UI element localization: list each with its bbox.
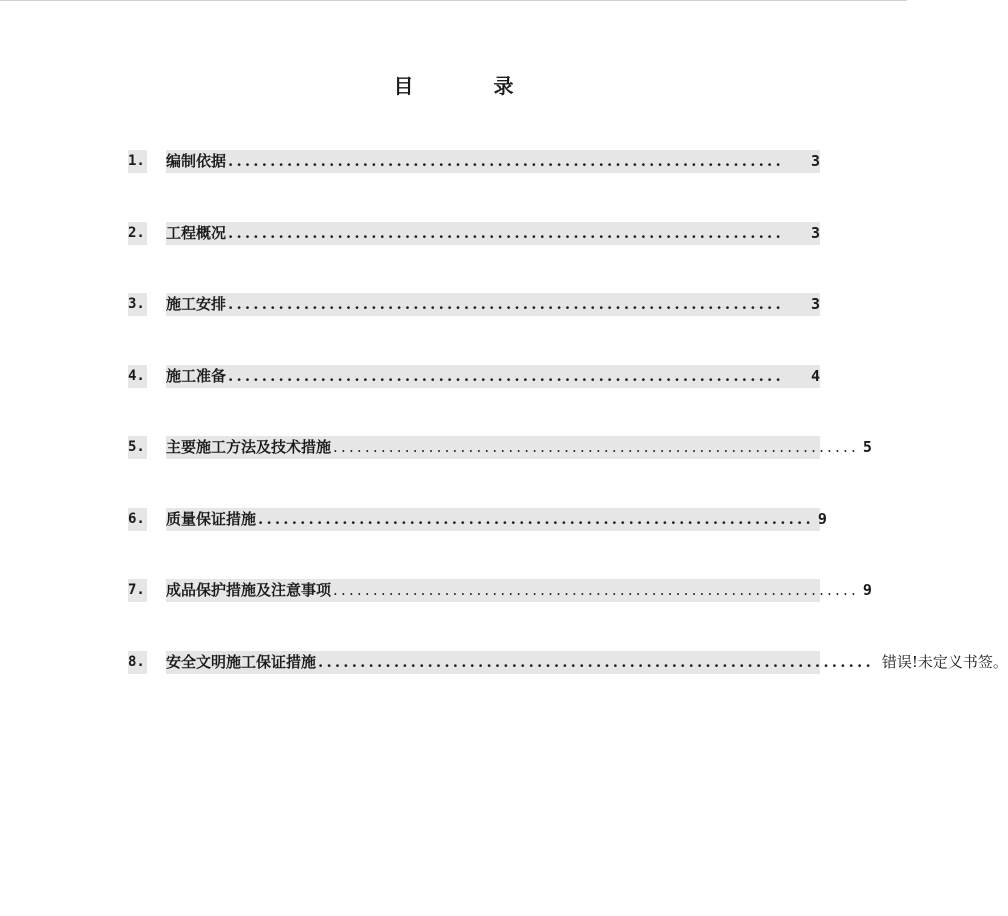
toc-entry-number-text: 3. bbox=[128, 293, 147, 316]
toc-entry-number bbox=[128, 365, 166, 388]
toc-entry-leader: .................................................................. bbox=[228, 152, 784, 170]
toc-entry-title: 成品保护措施及注意事项 bbox=[166, 581, 332, 599]
toc-entry-5[interactable] bbox=[128, 436, 872, 459]
toc-entry-number-text: 7. bbox=[128, 579, 147, 602]
toc-entry-title: 安全文明施工保证措施 bbox=[166, 653, 317, 671]
toc-entry-number bbox=[128, 436, 166, 459]
toc-entry-number-text: 5. bbox=[128, 436, 147, 459]
toc-entry-number-text: 4. bbox=[128, 365, 147, 388]
toc-entry-number bbox=[128, 150, 166, 173]
toc-entry-page: 5 bbox=[862, 438, 872, 456]
toc-entry-number-text: 2. bbox=[128, 222, 147, 245]
toc-entry-page: 9 bbox=[862, 581, 872, 599]
toc-entry-number bbox=[128, 222, 166, 245]
toc-entry-title: 主要施工方法及技术措施 bbox=[166, 438, 332, 456]
toc-entry-leader: .................................................................. bbox=[228, 224, 784, 242]
toc-entry-1[interactable] bbox=[128, 150, 820, 173]
toc-entry-title: 质量保证措施 bbox=[166, 510, 257, 528]
toc-entry-title: 施工准备 bbox=[166, 367, 227, 385]
toc-entry-page: 3 bbox=[810, 224, 820, 242]
toc-entry-number-text: 1. bbox=[128, 150, 147, 173]
toc-entry-number-text: 8. bbox=[128, 651, 147, 674]
toc-entry-number bbox=[128, 508, 166, 531]
toc-entry-title: 工程概况 bbox=[166, 224, 227, 242]
toc-entry-number bbox=[128, 651, 166, 674]
toc-title: 目 录 bbox=[393, 74, 544, 98]
toc-entry-2[interactable] bbox=[128, 222, 820, 245]
toc-entry-8[interactable] bbox=[128, 651, 1008, 674]
toc-entry-3[interactable] bbox=[128, 293, 820, 316]
page-top-rule bbox=[0, 0, 907, 1]
toc-entry-page: 4 bbox=[810, 367, 820, 385]
toc-entry-number-text: 6. bbox=[128, 508, 147, 531]
toc-entry-title: 编制依据 bbox=[166, 152, 227, 170]
toc-entry-page-error: 错误!未定义书签。 bbox=[881, 653, 1008, 671]
toc-entry-leader: .................................................................. bbox=[333, 438, 859, 456]
toc-entry-title: 施工安排 bbox=[166, 295, 227, 313]
toc-entry-4[interactable] bbox=[128, 365, 820, 388]
toc-entry-leader: .................................................................. bbox=[318, 653, 874, 671]
toc-entry-leader: .................................................................. bbox=[228, 367, 784, 385]
toc-entry-leader: .................................................................. bbox=[258, 510, 814, 528]
toc-entry-leader: .................................................................. bbox=[228, 295, 784, 313]
toc-entry-leader: .................................................................. bbox=[333, 581, 859, 599]
toc-entry-number bbox=[128, 579, 166, 602]
toc-entry-6[interactable] bbox=[128, 508, 827, 531]
toc-entry-7[interactable] bbox=[128, 579, 872, 602]
toc-entry-number bbox=[128, 293, 166, 316]
toc-entry-page: 3 bbox=[810, 152, 820, 170]
toc-entry-page: 9 bbox=[817, 510, 827, 528]
toc-entry-page: 3 bbox=[810, 295, 820, 313]
